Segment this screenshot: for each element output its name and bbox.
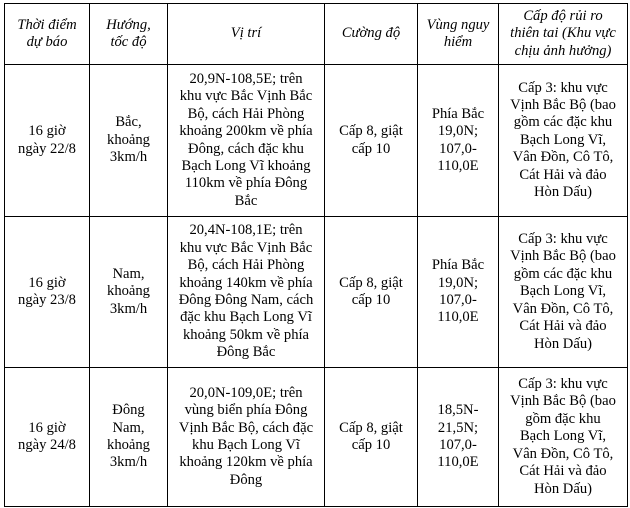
cell-intensity: Cấp 8, giật cấp 10 bbox=[325, 217, 418, 368]
cell-risk-level: Cấp 3: khu vực Vịnh Bắc Bộ (bao gồm các đặc khu Bạch Long Vĩ, Vân Đồn, Cô Tô, Cát Hải và đảo Hòn Dấu) bbox=[499, 65, 628, 217]
cell-danger-zone: Phía Bắc 19,0N; 107,0- 110,0E bbox=[418, 217, 499, 368]
cell-direction: Đông Nam, khoảng 3km/h bbox=[90, 368, 168, 507]
header-direction: Hướng, tốc độ bbox=[90, 4, 168, 65]
cell-danger-zone: 18,5N- 21,5N; 107,0- 110,0E bbox=[418, 368, 499, 507]
header-intensity: Cường độ bbox=[325, 4, 418, 65]
table-header-row bbox=[5, 4, 628, 65]
storm-forecast-table bbox=[4, 3, 628, 507]
header-time: Thời điểm dự báo bbox=[5, 4, 90, 65]
table-row bbox=[5, 217, 628, 368]
table-row bbox=[5, 65, 628, 217]
header-position: Vị trí bbox=[168, 4, 325, 65]
cell-intensity: Cấp 8, giật cấp 10 bbox=[325, 65, 418, 217]
table-row bbox=[5, 368, 628, 507]
cell-time: 16 giờ ngày 22/8 bbox=[5, 65, 90, 217]
cell-risk-level: Cấp 3: khu vực Vịnh Bắc Bộ (bao gồm các đặc khu Bạch Long Vĩ, Vân Đồn, Cô Tô, Cát Hải và đảo Hòn Dấu) bbox=[499, 217, 628, 368]
header-danger-zone: Vùng nguy hiểm bbox=[418, 4, 499, 65]
cell-danger-zone: Phía Bắc 19,0N; 107,0- 110,0E bbox=[418, 65, 499, 217]
cell-time: 16 giờ ngày 24/8 bbox=[5, 368, 90, 507]
cell-position: 20,0N-109,0E; trên vùng biển phía Đông Vịnh Bắc Bộ, cách đặc khu Bạch Long Vĩ khoảng 120km về phía Đông bbox=[168, 368, 325, 507]
cell-intensity: Cấp 8, giật cấp 10 bbox=[325, 368, 418, 507]
cell-position: 20,4N-108,1E; trên khu vực Bắc Vịnh Bắc Bộ, cách Hải Phòng khoảng 140km về phía Đông Đông Nam, cách đặc khu Bạch Long Vĩ khoảng 50km về phía Đông Bắc bbox=[168, 217, 325, 368]
cell-risk-level: Cấp 3: khu vực Vịnh Bắc Bộ (bao gồm đặc khu Bạch Long Vĩ, Vân Đồn, Cô Tô, Cát Hải và đảo Hòn Dấu) bbox=[499, 368, 628, 507]
header-risk-level: Cấp độ rủi ro thiên tai (Khu vực chịu ảnh hưởng) bbox=[499, 4, 628, 65]
cell-direction: Nam, khoảng 3km/h bbox=[90, 217, 168, 368]
cell-time: 16 giờ ngày 23/8 bbox=[5, 217, 90, 368]
cell-direction: Bắc, khoảng 3km/h bbox=[90, 65, 168, 217]
cell-position: 20,9N-108,5E; trên khu vực Bắc Vịnh Bắc Bộ, cách Hải Phòng khoảng 200km về phía Đông, cách đặc khu Bạch Long Vĩ khoảng 110km về phía Đông Bắc bbox=[168, 65, 325, 217]
